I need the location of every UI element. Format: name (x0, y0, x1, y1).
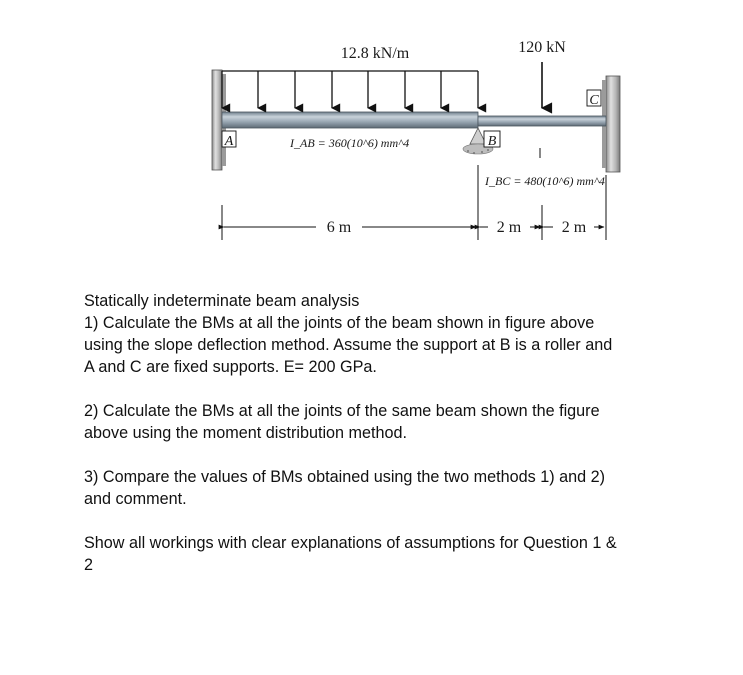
question-1-line-2: using the slope deflection method. Assume the support at B is a roller and (84, 336, 613, 354)
span-bc-right-label: 2 m (561, 219, 587, 236)
support-a-label: A (224, 134, 234, 149)
question-1-line-3: A and C are fixed supports. E= 200 GPa. (84, 358, 377, 376)
problem-statement (84, 290, 694, 576)
inertia-bc-label: I_BC = 480(10^6) mm^4 (485, 174, 605, 188)
instruction-line-2: 2 (84, 556, 94, 574)
question-3-line-1: 3) Compare the values of BMs obtained using the two methods 1) and 2) (84, 468, 605, 486)
inertia-ab-label: I_AB = 360(10^6) mm^4 (290, 136, 410, 150)
label-c-box (587, 90, 601, 108)
beam-ab (222, 112, 478, 128)
instruction-line-1: Show all workings with clear explanations of assumptions for Question 1 & (84, 534, 617, 552)
point-load-label: 120 kN (518, 39, 566, 56)
label-b-box (484, 131, 500, 149)
support-c-label: C (589, 93, 599, 108)
beam-bc (478, 116, 606, 126)
question-2-line-1: 2) Calculate the BMs at all the joints of the same beam shown the figure (84, 402, 600, 420)
span-bc-left-label: 2 m (496, 219, 522, 236)
distributed-load-arrows (222, 71, 478, 108)
span-ab-label: 6 m (326, 219, 352, 236)
question-2-line-2: above using the moment distribution method. (84, 424, 408, 442)
label-a-box (222, 131, 236, 149)
question-1-line-1: 1) Calculate the BMs at all the joints of the beam shown in figure above (84, 314, 595, 332)
question-3-line-2: and comment. (84, 490, 187, 508)
problem-title: Statically indeterminate beam analysis (84, 292, 360, 310)
support-b-label: B (487, 134, 497, 149)
beam-figure (0, 0, 743, 270)
distributed-load-label: 12.8 kN/m (340, 45, 410, 62)
